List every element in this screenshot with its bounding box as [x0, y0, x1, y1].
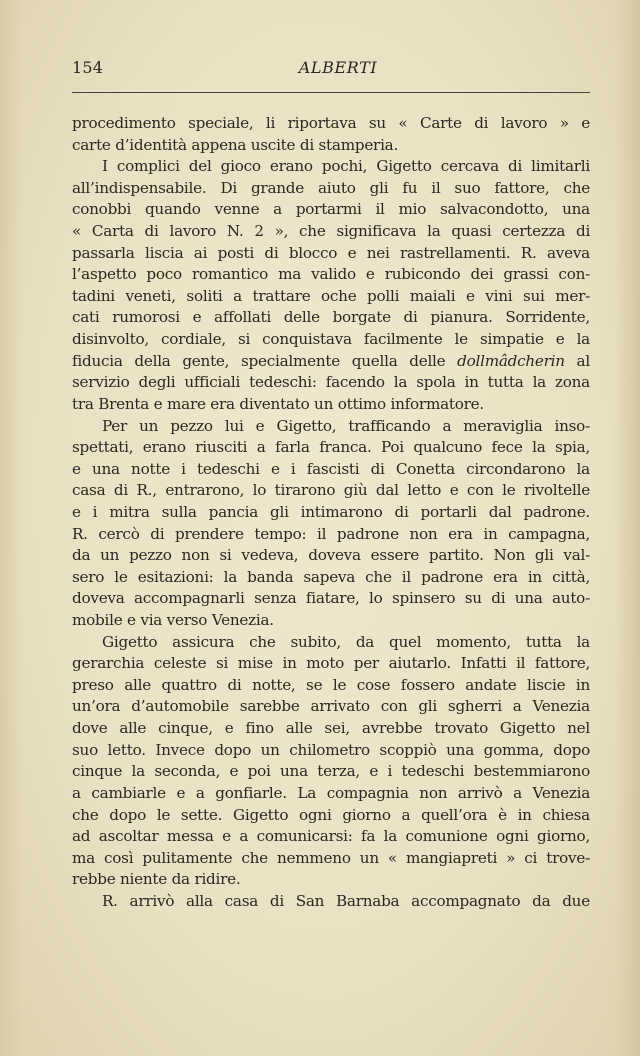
page-edge-shadow-left	[0, 0, 22, 1056]
text-line: rebbe niente da ridire.	[72, 870, 241, 889]
text-fragment: al	[564, 351, 590, 370]
running-header	[72, 58, 590, 84]
text-line: carte d’identità appena uscite di stamperia.	[72, 135, 399, 154]
text-line: spettati, erano riusciti a farla franca. Poi qualcuno fece la spia,	[72, 438, 591, 457]
text-line: procedimento speciale, li riportava su « Carte di lavoro » e	[72, 114, 591, 132]
text-line: e i mitra sulla pancia gli intimarono di portarli dal padrone.	[72, 502, 591, 521]
text-line: Gigetto assicura che subito, da quel momento, tutta la	[102, 632, 590, 651]
text-line: gerarchia celeste si mise in moto per aiutarlo. Infatti il fattore,	[72, 654, 591, 673]
text-line: I complici del gioco erano pochi, Gigetto cercava di limitarli	[102, 157, 590, 176]
text-line: suo letto. Invece dopo un chilometro scoppiò una gomma, dopo	[72, 740, 590, 759]
text-line: tra Brenta e mare era diventato un ottimo informatore.	[72, 394, 484, 413]
text-line: l’aspetto poco romantico ma valido e rubicondo dei grassi con-	[72, 265, 590, 284]
body-text	[72, 113, 590, 913]
header-rule	[72, 92, 590, 93]
text-line: casa di R., entrarono, lo tirarono giù dal letto e con le rivoltelle	[72, 481, 590, 500]
text-line: preso alle quattro di notte, se le cose fossero andate liscie in	[72, 675, 591, 694]
text-line: Per un pezzo lui e Gigetto, trafficando a meraviglia inso-	[102, 416, 590, 435]
text-line: tadini veneti, soliti a trattare oche polli maiali e vini sui mer-	[72, 286, 591, 305]
page-number: 154	[72, 58, 104, 77]
text-line: dove alle cinque, e fino alle sei, avrebbe trovato Gigetto nel	[72, 719, 591, 738]
text-line: R. cercò di prendere tempo: il padrone non era in campagna,	[72, 524, 591, 543]
text-line: cinque la seconda, e poi una terza, e i tedeschi bestemmiarono	[72, 762, 591, 781]
paragraph	[72, 416, 590, 632]
text-line: sero le esitazioni: la banda sapeva che il padrone era in città,	[72, 567, 591, 586]
text-line: da un pezzo non si vedeva, doveva essere partito. Non gli val-	[72, 546, 591, 565]
text-fragment: fiducia della gente, specialmente quella delle	[72, 351, 458, 370]
text-line: mobile e via verso Venezia.	[72, 611, 274, 630]
text-line: ma così pulitamente che nemmeno un « mangiapreti » ci trove-	[72, 848, 590, 867]
paragraph	[72, 891, 590, 913]
paragraph	[72, 113, 590, 156]
text-line: conobbi quando venne a portarmi il mio salvacondotto, una	[72, 200, 590, 219]
text-line: che dopo le sette. Gigetto ogni giorno a quell’ora è in chiesa	[72, 805, 590, 824]
text-line: cati rumorosi e affollati delle borgate di pianura. Sorridente,	[72, 308, 590, 327]
text-line-with-italic	[72, 351, 590, 373]
page-edge-shadow-right	[614, 0, 640, 1056]
text-line: doveva accompagnarli senza fiatare, lo spinsero su di una auto-	[72, 589, 590, 608]
text-line: ad ascoltar messa e a comunicarsi: fa la comunione ogni giorno,	[72, 827, 591, 846]
running-title: ALBERTI	[298, 58, 378, 77]
text-line: a cambiarle e a gonfiarle. La compagnia non arrivò a Venezia	[72, 783, 591, 802]
text-line: « Carta di lavoro N. 2 », che significava la quasi certezza di	[72, 222, 591, 241]
text-line: R. arrivò alla casa di San Barnaba accompagnato da due	[102, 891, 590, 910]
text-line: e una notte i tedeschi e i fascisti di Conetta circondarono la	[72, 459, 590, 478]
italic-foreign-word: dollmâdcherin	[457, 351, 565, 370]
paragraph	[72, 632, 590, 891]
text-line: passarla liscia ai posti di blocco e nei rastrellamenti. R. aveva	[72, 243, 590, 262]
text-line: disinvolto, cordiale, si conquistava facilmente le simpatie e la	[72, 330, 590, 349]
text-line: servizio degli ufficiali tedeschi: facendo la spola in tutta la zona	[72, 373, 590, 392]
text-line: all’indispensabile. Di grande aiuto gli fu il suo fattore, che	[72, 178, 590, 197]
paragraph	[72, 156, 590, 415]
text-line: un’ora d’automobile sarebbe arrivato con gli sgherri a Venezia	[72, 697, 590, 716]
